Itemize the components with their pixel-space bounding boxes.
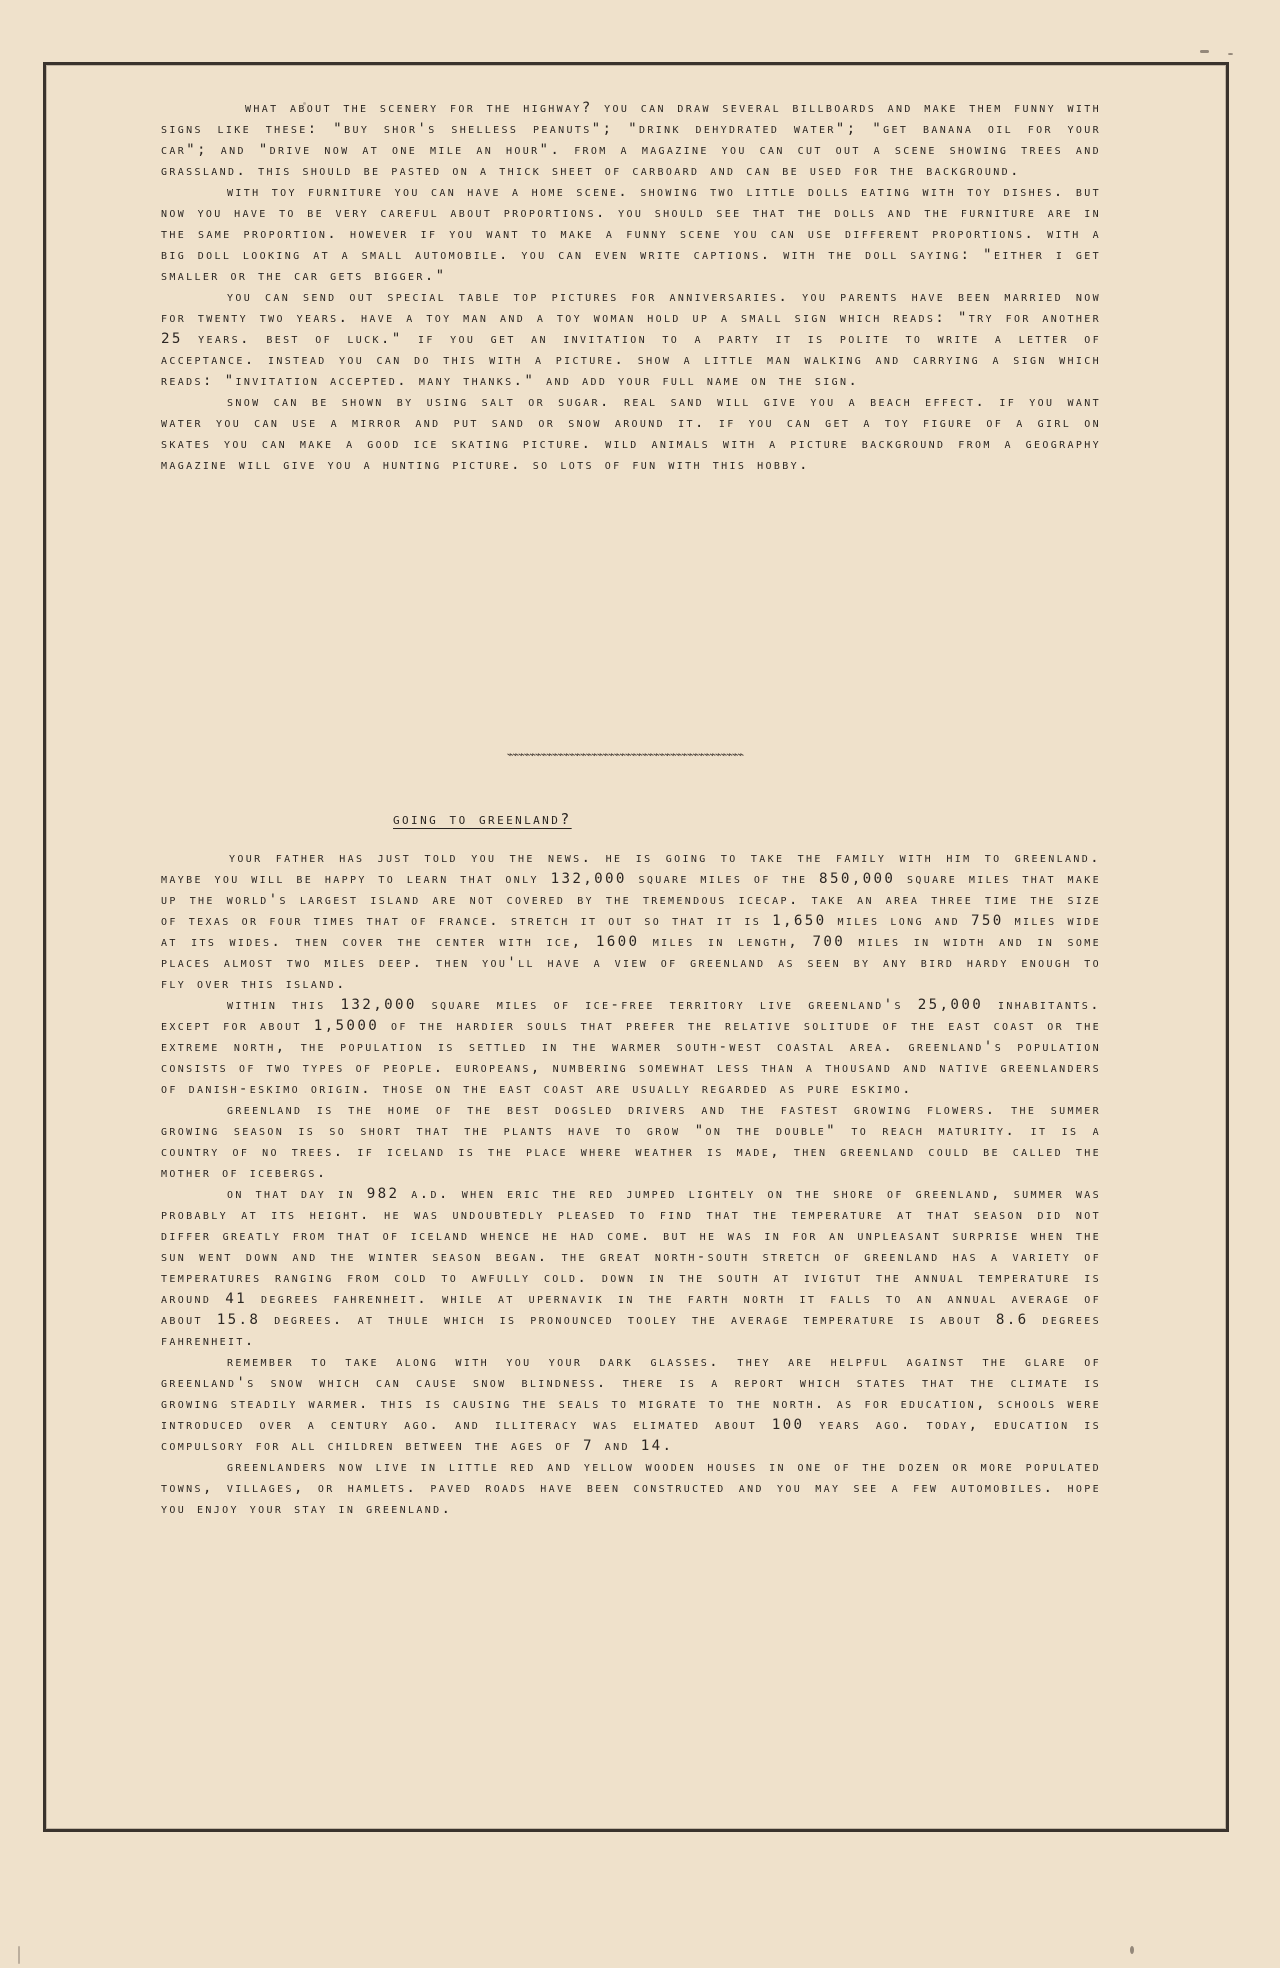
greenland-paragraph-3: greenland is the home of the best dogsled drivers and the fastest growing flowers. the summer growing season is so short that the plants have to grow "on the double" to reach maturity. it is a country of no trees. if iceland is the place where weather is made, then greenland could be called the mother of icebergs.	[161, 1102, 1101, 1181]
paper-speck	[1228, 53, 1233, 55]
scenery-paragraph-4: snow can be shown by using salt or sugar. real sand will give you a beach effect. if you want water you can use a mirror and put sand or snow around it. if you can get a toy figure of a girl on skates you can make a good ice skating picture. wild animals with a picture background from a geography magazine will give you a hunting picture. so lots of fun with this hobby.	[161, 394, 1101, 473]
paper-speck	[1130, 1946, 1134, 1954]
greenland-paragraph-1: your father has just told you the news. he is going to take the family with him to greenland. maybe you will be happy to learn that only 132,000 square miles of the 850,000 square miles that make up the world's largest island are not covered by the tremendous icecap. take an area three time the size of texas or four times that of france. stretch it out so that it is 1,650 miles long and 750 miles wide at its wides. then cover the center with ice, 1600 miles in length, 700 miles in width and in some places almost two miles deep. then you'll have a view of greenland as seen by any bird hardy enough to fly over this island.	[161, 850, 1101, 992]
scenery-article	[161, 98, 1101, 476]
section-divider: ⌁⌁⌁⌁⌁⌁⌁⌁⌁⌁⌁⌁⌁⌁⌁⌁⌁⌁⌁⌁⌁⌁⌁⌁⌁⌁⌁⌁⌁⌁⌁⌁⌁⌁⌁⌁⌁⌁⌁⌁⌁⌁	[506, 748, 744, 761]
greenland-paragraph-2: within this 132,000 square miles of ice-free territory live greenland's 25,000 inhabitants. except for about 1,5000 of the hardier souls that prefer the relative solitude of the east coast or the extreme north, the population is settled in the warmer south-west coastal area. greenland's population consists of two types of people. europeans, numbering somewhat less than a thousand and native greenlanders of danish-eskimo origin. those on the east coast are usually regarded as pure eskimo.	[161, 997, 1101, 1097]
greenland-title: going to greenland?	[393, 810, 572, 828]
scenery-paragraph-1: what about the scenery for the highway? you can draw several billboards and make them funny with signs like these: "buy shor's shelless peanuts"; "drink dehydrated water"; "get banana oil for your car"; and "drive now at one mile an hour". from a magazine you can cut out a scene showing trees and grassland. this should be pasted on a thick sheet of carboard and can be used for the background.	[161, 100, 1101, 179]
greenland-paragraph-6: greenlanders now live in little red and yellow wooden houses in one of the dozen or more populated towns, villages, or hamlets. paved roads have been constructed and you may see a few automobiles. hope you enjoy your stay in greenland.	[161, 1459, 1101, 1517]
scenery-paragraph-3: you can send out special table top pictures for anniversaries. you parents have been married now for twenty two years. have a toy man and a toy woman hold up a small sign which reads: "try for another 25 years. best of luck." if you get an invitation to a party it is polite to write a letter of acceptance. instead you can do this with a picture. show a little man walking and carrying a sign which reads: "invitation accepted. many thanks." and add your full name on the sign.	[161, 289, 1101, 389]
greenland-paragraph-5: remember to take along with you your dark glasses. they are helpful against the glare of greenland's snow which can cause snow blindness. there is a report which states that the climate is growing steadily warmer. this is causing the seals to migrate to the north. as for education, schools were introduced over a century ago. and illiteracy was elimated about 100 years ago. today, education is compulsory for all children between the ages of 7 and 14.	[161, 1354, 1101, 1454]
scenery-paragraph-2: with toy furniture you can have a home scene. showing two little dolls eating with toy dishes. but now you have to be very careful about proportions. you should see that the dolls and the furniture are in the same proportion. however if you want to make a funny scene you can use different proportions. with a big doll looking at a small automobile. you can even write captions. with the doll saying: "either i get smaller or the car gets bigger."	[161, 184, 1101, 284]
greenland-article	[161, 848, 1101, 1520]
paper-speck	[18, 1946, 20, 1964]
paper-speck	[1200, 50, 1209, 53]
greenland-paragraph-4: on that day in 982 a.d. when eric the red jumped lightely on the shore of greenland, summer was probably at its height. he was undoubtedly pleased to find that the temperature at that season did not differ greatly from that of iceland whence he had come. but he was in for an unpleasant surprise when the sun went down and the winter season began. the great north-south stretch of greenland has a variety of temperatures ranging from cold to awfully cold. down in the south at ivigtut the annual temperature is around 41 degrees fahrenheit. while at upernavik in the farth north it falls to an annual average of about 15.8 degrees. at thule which is pronounced tooley the average temperature is about 8.6 degrees fahrenheit.	[161, 1186, 1101, 1349]
